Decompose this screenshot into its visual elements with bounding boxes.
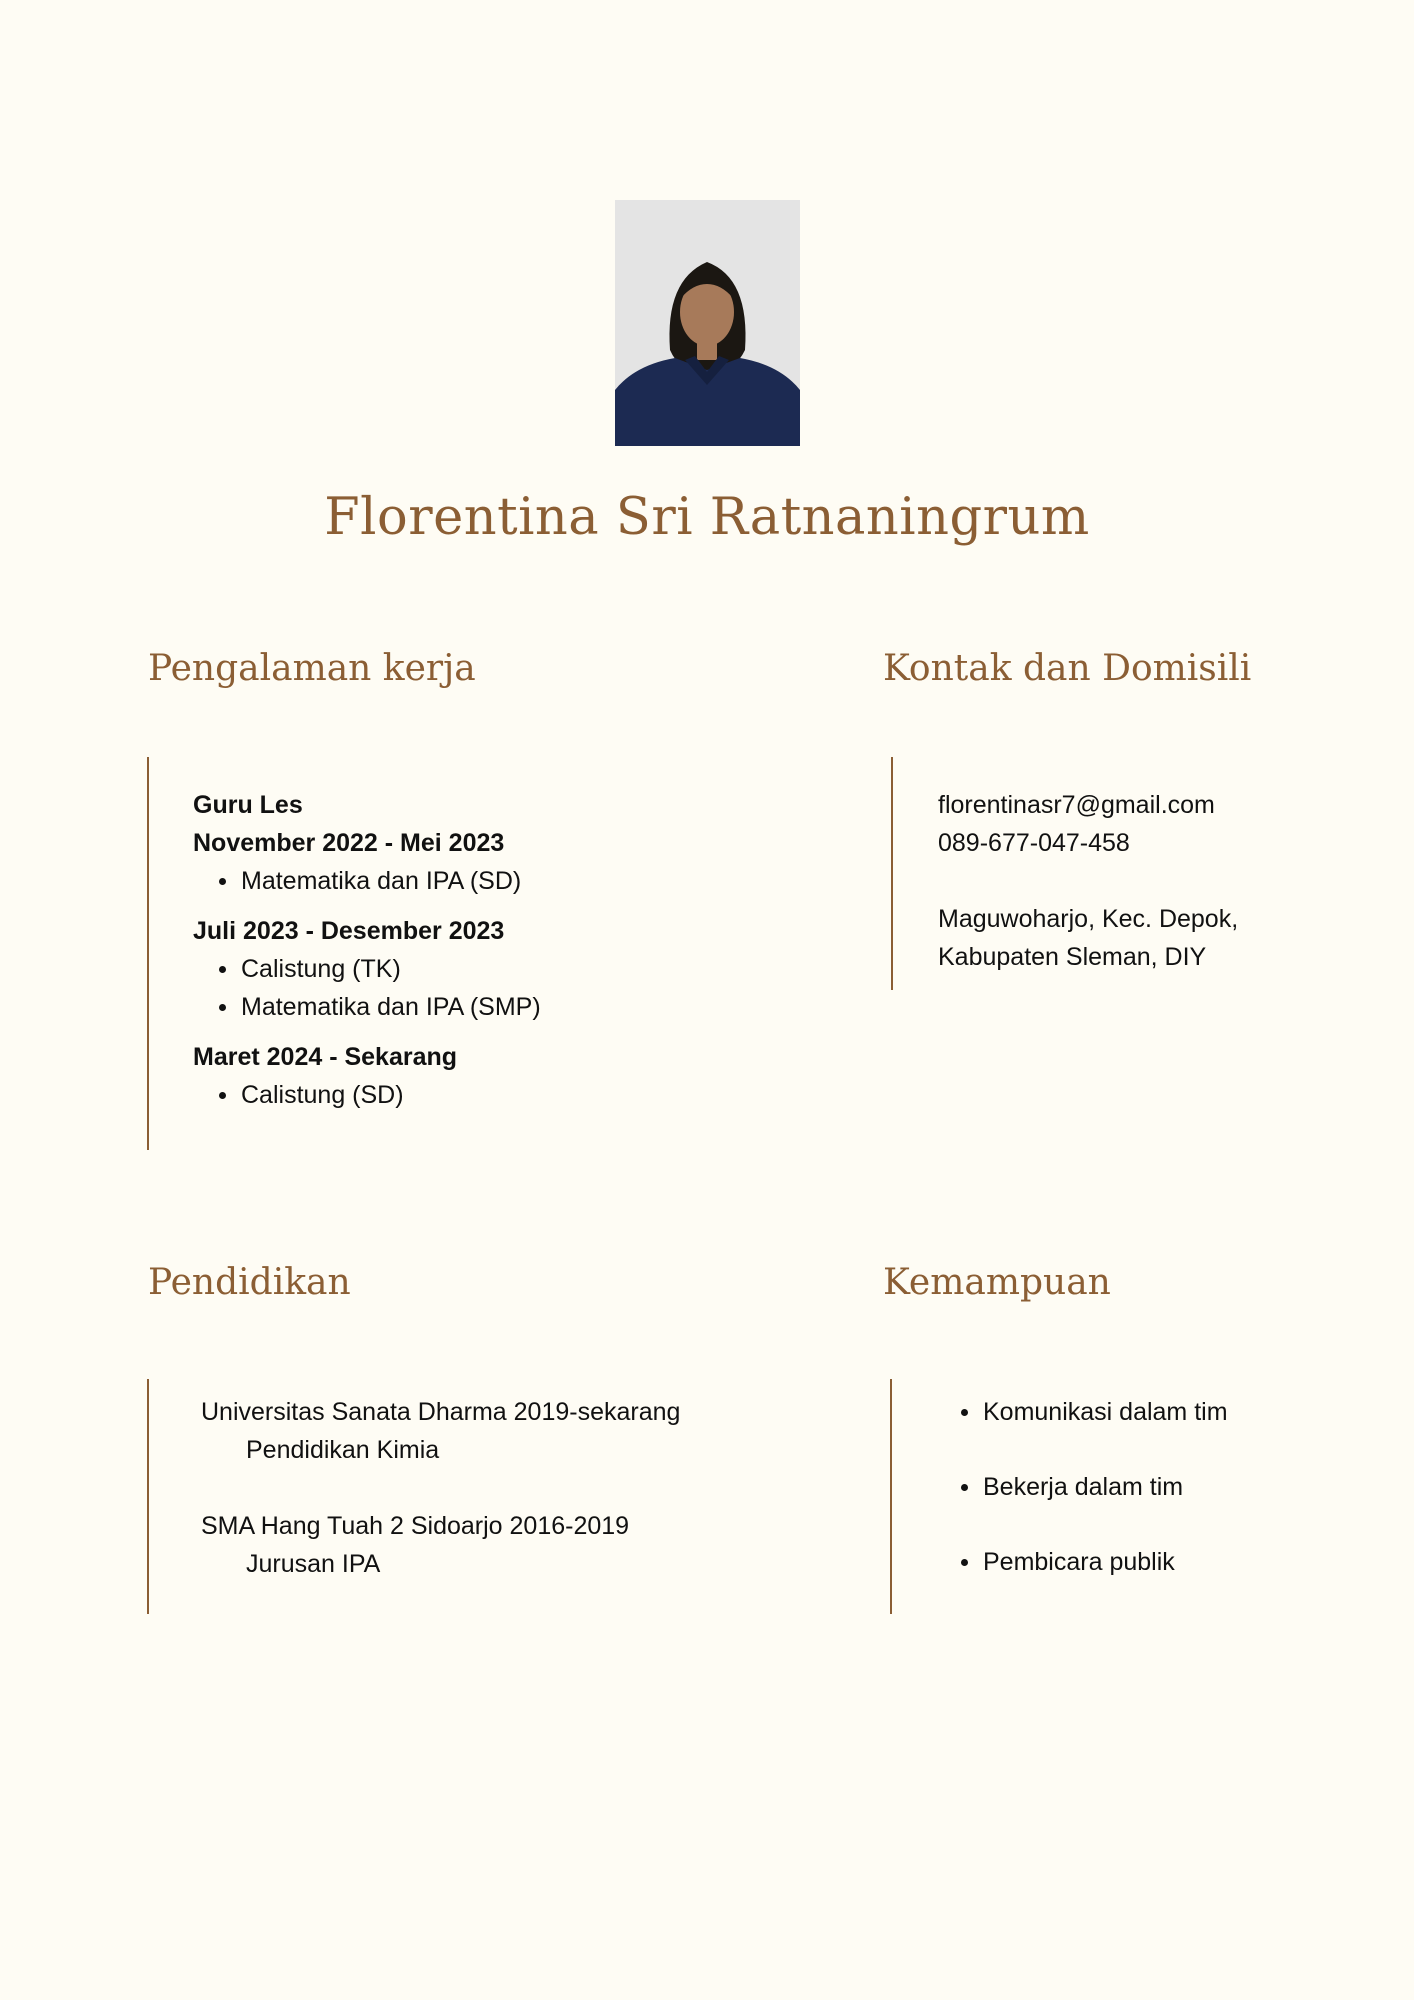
contact-heading: Kontak dan Domisili [883,648,1252,689]
list-item: Matematika dan IPA (SMP) [217,988,541,1026]
education-school: SMA Hang Tuah 2 Sidoarjo 2016-2019 [201,1512,630,1540]
experience-heading: Pengalaman kerja [148,648,476,689]
list-item: Matematika dan IPA (SD) [217,862,541,900]
address-line-1: Maguwoharjo, Kec. Depok, [938,905,1239,933]
experience-divider [147,757,149,1150]
list-item: Calistung (SD) [217,1076,541,1114]
period-date: November 2022 - Mei 2023 [193,829,505,857]
portrait-photo-icon [615,200,800,446]
skills-block [959,1393,1228,1581]
profile-name: Florentina Sri Ratnaningrum [324,488,1090,547]
education-detail: Jurusan IPA [246,1550,381,1578]
education-heading: Pendidikan [148,1262,351,1303]
contact-block [938,786,1238,976]
skill-item: Pembicara publik [959,1543,1228,1581]
list-item: Calistung (TK) [217,950,541,988]
job-title: Guru Les [193,791,303,819]
experience-block [193,786,541,1114]
contact-divider [891,757,893,990]
profile-photo [615,200,800,446]
education-divider [147,1379,149,1614]
skills-heading: Kemampuan [883,1262,1111,1303]
education-detail: Pendidikan Kimia [246,1436,440,1464]
email-text: florentinasr7@gmail.com [938,791,1215,819]
skill-item: Bekerja dalam tim [959,1468,1228,1506]
period-date: Maret 2024 - Sekarang [193,1043,458,1071]
education-block [201,1393,680,1583]
address-line-2: Kabupaten Sleman, DIY [938,943,1207,971]
skills-divider [890,1379,892,1614]
phone-text: 089-677-047-458 [938,829,1130,857]
period-date: Juli 2023 - Desember 2023 [193,917,505,945]
education-school: Universitas Sanata Dharma 2019-sekarang [201,1398,681,1426]
skill-item: Komunikasi dalam tim [959,1393,1228,1431]
